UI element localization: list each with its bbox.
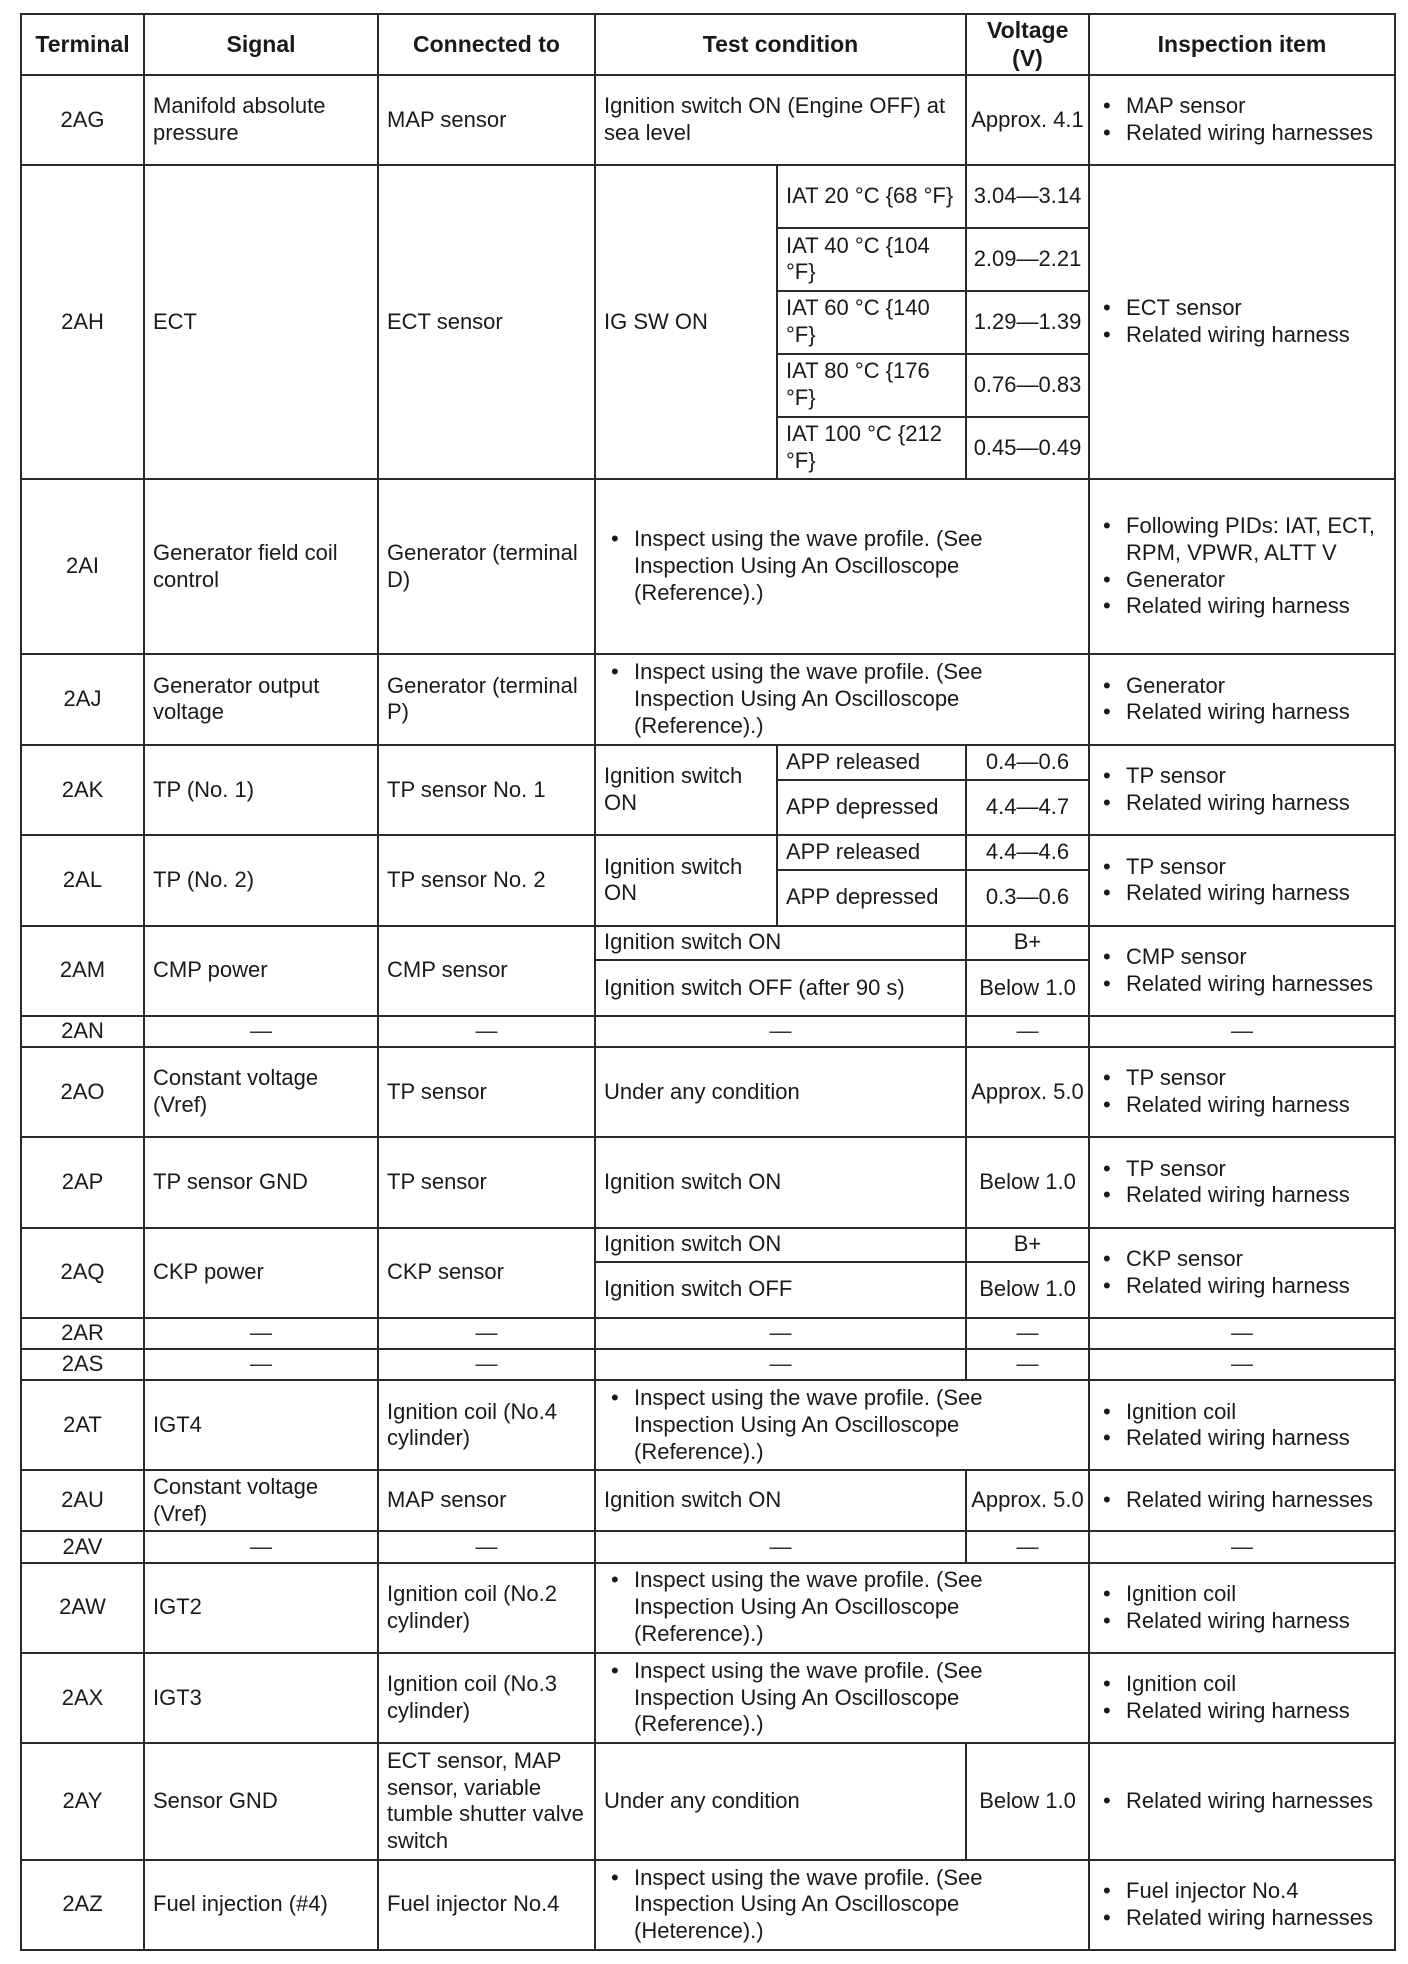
signal-cell: ECT: [144, 165, 378, 479]
bullet-item: • CKP sensor: [1126, 1246, 1386, 1273]
terminal-cell: 2AR: [21, 1318, 144, 1349]
voltage-cell: 3.04—3.14: [966, 165, 1089, 228]
table-row: [21, 1016, 1395, 1047]
voltage-cell: Approx. 5.0: [966, 1470, 1089, 1531]
bullet-item: • Related wiring harness: [1126, 880, 1386, 907]
empty-cell: —: [144, 1531, 378, 1562]
bullet-list: [604, 659, 1080, 739]
empty-cell: —: [966, 1531, 1089, 1562]
condition-cell: Under any condition: [595, 1047, 966, 1137]
terminal-cell: 2AP: [21, 1137, 144, 1227]
voltage-cell: B+: [966, 926, 1089, 960]
terminal-cell: 2AO: [21, 1047, 144, 1137]
condition-cell: [595, 654, 1089, 745]
terminal-cell: 2AW: [21, 1563, 144, 1653]
empty-cell: —: [595, 1016, 966, 1047]
signal-cell: CKP power: [144, 1228, 378, 1318]
empty-cell: —: [144, 1016, 378, 1047]
connected-cell: Ignition coil (No.4 cylinder): [378, 1380, 595, 1470]
bullet-item: • CMP sensor: [1126, 944, 1386, 971]
bullet-list: [1098, 1487, 1386, 1514]
table-row: [21, 926, 1395, 960]
terminal-voltage-sheet: [20, 13, 1394, 1951]
connected-cell: Ignition coil (No.3 cylinder): [378, 1653, 595, 1743]
table-row: [21, 1137, 1395, 1227]
table-row: [21, 1470, 1395, 1531]
voltage-cell: 0.76—0.83: [966, 354, 1089, 417]
condition-cell: Ignition switch OFF: [595, 1262, 966, 1318]
bullet-list: [1098, 763, 1386, 817]
bullet-item: • Ignition coil: [1126, 1581, 1386, 1608]
table-row: [21, 1860, 1395, 1950]
header-test-condition: Test condition: [595, 14, 966, 75]
bullet-item: • Related wiring harness: [1126, 1608, 1386, 1635]
bullet-item: • Related wiring harness: [1126, 1698, 1386, 1725]
terminal-cell: 2AZ: [21, 1860, 144, 1950]
table-row: [21, 165, 1395, 228]
signal-cell: Sensor GND: [144, 1743, 378, 1860]
bullet-list: [1098, 1878, 1386, 1932]
terminal-cell: 2AK: [21, 745, 144, 835]
table-row: [21, 745, 1395, 779]
bullet-list: [604, 1385, 1080, 1465]
header-row: [21, 14, 1395, 75]
signal-cell: IGT2: [144, 1563, 378, 1653]
empty-cell: —: [378, 1016, 595, 1047]
bullet-list: [1098, 944, 1386, 998]
signal-cell: TP sensor GND: [144, 1137, 378, 1227]
inspection-cell: [1089, 1228, 1395, 1318]
voltage-cell: Approx. 4.1: [966, 75, 1089, 165]
terminal-cell: 2AY: [21, 1743, 144, 1860]
voltage-cell: 4.4—4.7: [966, 780, 1089, 836]
inspection-cell: [1089, 1047, 1395, 1137]
inspection-cell: [1089, 75, 1395, 165]
bullet-list: [1098, 854, 1386, 908]
condition-cell: IG SW ON: [595, 165, 777, 479]
bullet-item: • Related wiring harness: [1126, 593, 1386, 620]
bullet-list: [604, 526, 1080, 606]
inspection-cell: [1089, 745, 1395, 835]
connected-cell: TP sensor: [378, 1047, 595, 1137]
voltage-cell: 0.4—0.6: [966, 745, 1089, 779]
bullet-list: [1098, 1065, 1386, 1119]
bullet-item: • Following PIDs: IAT, ECT, RPM, VPWR, ALTT V: [1126, 513, 1386, 567]
terminal-cell: 2AT: [21, 1380, 144, 1470]
terminal-cell: 2AJ: [21, 654, 144, 745]
voltage-cell: 0.3—0.6: [966, 870, 1089, 926]
bullet-item: • Related wiring harness: [1126, 1092, 1386, 1119]
bullet-item: • Inspect using the wave profile. (See Inspection Using An Oscilloscope (Reference).): [634, 526, 1080, 606]
terminal-cell: 2AU: [21, 1470, 144, 1531]
empty-cell: —: [595, 1349, 966, 1380]
condition-cell: Ignition switch ON: [595, 745, 777, 835]
connected-cell: TP sensor No. 2: [378, 835, 595, 925]
bullet-list: [1098, 1156, 1386, 1210]
bullet-item: • Inspect using the wave profile. (See Inspection Using An Oscilloscope (Reference).): [634, 1567, 1080, 1647]
bullet-list: [1098, 295, 1386, 349]
sub-condition-cell: IAT 60 °C {140 °F}: [777, 291, 966, 354]
condition-cell: [595, 1860, 1089, 1950]
condition-cell: Ignition switch ON: [595, 835, 777, 925]
inspection-cell: [1089, 1860, 1395, 1950]
bullet-list: [1098, 1788, 1386, 1815]
condition-cell: Ignition switch ON: [595, 1470, 966, 1531]
sub-condition-cell: IAT 40 °C {104 °F}: [777, 228, 966, 291]
bullet-item: • Ignition coil: [1126, 1671, 1386, 1698]
inspection-cell: [1089, 479, 1395, 653]
signal-cell: TP (No. 1): [144, 745, 378, 835]
empty-cell: —: [966, 1016, 1089, 1047]
bullet-list: [1098, 513, 1386, 620]
table-row: [21, 479, 1395, 653]
terminal-cell: 2AM: [21, 926, 144, 1016]
connected-cell: MAP sensor: [378, 1470, 595, 1531]
terminal-cell: 2AL: [21, 835, 144, 925]
table-row: [21, 1318, 1395, 1349]
inspection-cell: [1089, 1470, 1395, 1531]
bullet-item: • Related wiring harnesses: [1126, 971, 1386, 998]
bullet-item: • Related wiring harnesses: [1126, 1487, 1386, 1514]
empty-cell: —: [966, 1349, 1089, 1380]
empty-cell: —: [144, 1349, 378, 1380]
sub-condition-cell: IAT 100 °C {212 °F}: [777, 417, 966, 480]
connected-cell: CKP sensor: [378, 1228, 595, 1318]
condition-cell: Ignition switch ON (Engine OFF) at sea level: [595, 75, 966, 165]
empty-cell: —: [1089, 1531, 1395, 1562]
table-row: [21, 75, 1395, 165]
table-row: [21, 1228, 1395, 1262]
bullet-item: • TP sensor: [1126, 1065, 1386, 1092]
connected-cell: CMP sensor: [378, 926, 595, 1016]
voltage-cell: 2.09—2.21: [966, 228, 1089, 291]
sub-condition-cell: IAT 20 °C {68 °F}: [777, 165, 966, 228]
bullet-item: • TP sensor: [1126, 854, 1386, 881]
terminal-cell: 2AV: [21, 1531, 144, 1562]
empty-cell: —: [378, 1318, 595, 1349]
condition-cell: [595, 1653, 1089, 1743]
inspection-cell: [1089, 165, 1395, 479]
condition-cell: Ignition switch ON: [595, 1137, 966, 1227]
signal-cell: Generator output voltage: [144, 654, 378, 745]
bullet-item: • Inspect using the wave profile. (See Inspection Using An Oscilloscope (Reference).): [634, 1385, 1080, 1465]
connected-cell: TP sensor No. 1: [378, 745, 595, 835]
signal-cell: TP (No. 2): [144, 835, 378, 925]
signal-cell: Constant voltage (Vref): [144, 1047, 378, 1137]
terminal-cell: 2AG: [21, 75, 144, 165]
condition-cell: [595, 1380, 1089, 1470]
table-row: [21, 1531, 1395, 1562]
bullet-list: [604, 1865, 1080, 1945]
header-inspection-item: Inspection item: [1089, 14, 1395, 75]
voltage-cell: B+: [966, 1228, 1089, 1262]
empty-cell: —: [1089, 1016, 1395, 1047]
inspection-cell: [1089, 1563, 1395, 1653]
condition-cell: [595, 479, 1089, 653]
voltage-cell: Below 1.0: [966, 1743, 1089, 1860]
sub-condition-cell: APP released: [777, 835, 966, 869]
terminal-cell: 2AN: [21, 1016, 144, 1047]
bullet-item: • Related wiring harnesses: [1126, 1905, 1386, 1932]
empty-cell: —: [595, 1531, 966, 1562]
inspection-cell: [1089, 1743, 1395, 1860]
voltage-cell: Approx. 5.0: [966, 1047, 1089, 1137]
terminal-cell: 2AI: [21, 479, 144, 653]
condition-cell: Under any condition: [595, 1743, 966, 1860]
bullet-item: • Generator: [1126, 567, 1386, 594]
inspection-cell: [1089, 1653, 1395, 1743]
condition-cell: [595, 1563, 1089, 1653]
empty-cell: —: [144, 1318, 378, 1349]
bullet-list: [1098, 1399, 1386, 1453]
voltage-cell: 4.4—4.6: [966, 835, 1089, 869]
table-row: [21, 1563, 1395, 1653]
sub-condition-cell: APP released: [777, 745, 966, 779]
connected-cell: TP sensor: [378, 1137, 595, 1227]
bullet-list: [604, 1567, 1080, 1647]
bullet-item: • Related wiring harness: [1126, 699, 1386, 726]
terminal-cell: 2AX: [21, 1653, 144, 1743]
inspection-cell: [1089, 835, 1395, 925]
bullet-item: • Related wiring harnesses: [1126, 120, 1386, 147]
header-connected-to: Connected to: [378, 14, 595, 75]
connected-cell: Generator (terminal D): [378, 479, 595, 653]
connected-cell: Fuel injector No.4: [378, 1860, 595, 1950]
bullet-item: • Related wiring harness: [1126, 1425, 1386, 1452]
bullet-item: • ECT sensor: [1126, 295, 1386, 322]
bullet-item: • Fuel injector No.4: [1126, 1878, 1386, 1905]
terminal-cell: 2AQ: [21, 1228, 144, 1318]
bullet-item: • Ignition coil: [1126, 1399, 1386, 1426]
bullet-item: • Related wiring harness: [1126, 322, 1386, 349]
empty-cell: —: [1089, 1349, 1395, 1380]
table-row: [21, 835, 1395, 869]
connected-cell: MAP sensor: [378, 75, 595, 165]
sub-condition-cell: IAT 80 °C {176 °F}: [777, 354, 966, 417]
terminal-cell: 2AS: [21, 1349, 144, 1380]
signal-cell: Constant voltage (Vref): [144, 1470, 378, 1531]
bullet-item: • MAP sensor: [1126, 93, 1386, 120]
voltage-cell: 1.29—1.39: [966, 291, 1089, 354]
bullet-item: • Inspect using the wave profile. (See Inspection Using An Oscilloscope (Heterence).): [634, 1865, 1080, 1945]
bullet-item: • Related wiring harness: [1126, 1182, 1386, 1209]
connected-cell: ECT sensor: [378, 165, 595, 479]
header-signal: Signal: [144, 14, 378, 75]
signal-cell: Fuel injection (#4): [144, 1860, 378, 1950]
empty-cell: —: [378, 1531, 595, 1562]
bullet-list: [1098, 93, 1386, 147]
inspection-cell: [1089, 1137, 1395, 1227]
bullet-item: • Inspect using the wave profile. (See Inspection Using An Oscilloscope (Reference).): [634, 1658, 1080, 1738]
bullet-item: • TP sensor: [1126, 1156, 1386, 1183]
voltage-cell: Below 1.0: [966, 1262, 1089, 1318]
condition-cell: Ignition switch ON: [595, 1228, 966, 1262]
table-row: [21, 1349, 1395, 1380]
empty-cell: —: [378, 1349, 595, 1380]
signal-cell: Generator field coil control: [144, 479, 378, 653]
table-row: [21, 1653, 1395, 1743]
table-row: [21, 1380, 1395, 1470]
bullet-list: [1098, 673, 1386, 727]
voltage-cell: 0.45—0.49: [966, 417, 1089, 480]
table-row: [21, 654, 1395, 745]
bullet-item: • Related wiring harness: [1126, 790, 1386, 817]
terminal-cell: 2AH: [21, 165, 144, 479]
empty-cell: —: [966, 1318, 1089, 1349]
connected-cell: ECT sensor, MAP sensor, variable tumble shutter valve switch: [378, 1743, 595, 1860]
bullet-item: • Related wiring harness: [1126, 1273, 1386, 1300]
connected-cell: Generator (terminal P): [378, 654, 595, 745]
signal-cell: CMP power: [144, 926, 378, 1016]
table-row: [21, 1047, 1395, 1137]
signal-cell: IGT3: [144, 1653, 378, 1743]
table-row: [21, 1743, 1395, 1860]
condition-cell: Ignition switch OFF (after 90 s): [595, 960, 966, 1016]
bullet-list: [1098, 1671, 1386, 1725]
bullet-item: • Generator: [1126, 673, 1386, 700]
bullet-list: [1098, 1246, 1386, 1300]
header-terminal: Terminal: [21, 14, 144, 75]
signal-cell: Manifold absolute pressure: [144, 75, 378, 165]
bullet-list: [604, 1658, 1080, 1738]
condition-cell: Ignition switch ON: [595, 926, 966, 960]
sub-condition-cell: APP depressed: [777, 780, 966, 836]
sub-condition-cell: APP depressed: [777, 870, 966, 926]
header-voltage: Voltage (V): [966, 14, 1089, 75]
bullet-item: • Inspect using the wave profile. (See Inspection Using An Oscilloscope (Reference).): [634, 659, 1080, 739]
inspection-cell: [1089, 1380, 1395, 1470]
empty-cell: —: [595, 1318, 966, 1349]
bullet-item: • TP sensor: [1126, 763, 1386, 790]
connected-cell: Ignition coil (No.2 cylinder): [378, 1563, 595, 1653]
inspection-cell: [1089, 654, 1395, 745]
voltage-cell: Below 1.0: [966, 960, 1089, 1016]
terminal-voltage-table: [20, 13, 1396, 1951]
empty-cell: —: [1089, 1318, 1395, 1349]
bullet-item: • Related wiring harnesses: [1126, 1788, 1386, 1815]
bullet-list: [1098, 1581, 1386, 1635]
signal-cell: IGT4: [144, 1380, 378, 1470]
voltage-cell: Below 1.0: [966, 1137, 1089, 1227]
inspection-cell: [1089, 926, 1395, 1016]
